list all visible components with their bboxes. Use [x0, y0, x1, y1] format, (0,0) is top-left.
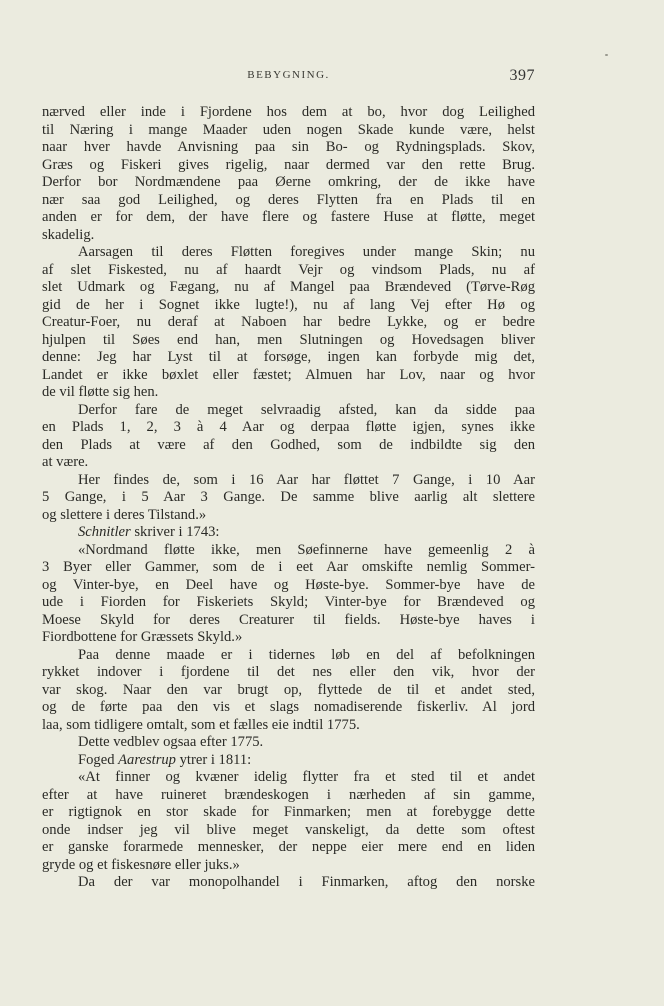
text-line: Fiordbottene for Græssets Skyld.»	[42, 629, 243, 645]
text-line: Derfor fare de meget selvraadig afsted, kan da sidde paa	[78, 401, 535, 418]
text-line: gid de her i Sognet ikke lugte!), nu af lang Vej efter Hø og	[42, 296, 535, 313]
text-line: til Næring i mange Maader uden nogen Skade kunde være, helst	[42, 121, 535, 138]
text-line: Derfor bor Nordmændene paa Øerne omkring, der de ikke have	[42, 174, 535, 190]
text-line: anden er for dem, der have flere og fastere Huse at fløtte, meget	[42, 209, 535, 225]
text-line: Da der var monopolhandel i Finmarken, aftog den norske	[78, 874, 535, 890]
text-line: Landet er ikke bøxlet eller fæstet; Almuen har Lov, naar og hvor	[42, 366, 535, 383]
text-line: var skog. Naar den var brugt op, flyttede de til et andet sted,	[42, 681, 535, 698]
text-line: at være.	[42, 454, 89, 470]
text-line: af slet Fiskested, nu af haardt Vejr og vindsom Plads, nu af	[42, 261, 535, 278]
text-line: naar hver havde Anvisning paa sin Bo- og Rydningsplads. Skov,	[42, 139, 535, 155]
author-name: Aarestrup	[118, 751, 176, 768]
text-line: laa, som tidligere omtalt, som et fælles eie indtil 1775.	[42, 716, 360, 733]
text-line: og de førte paa den vis et slags nomadiserende fiskerliv. Al jord	[42, 699, 535, 715]
text-line: hjulpen til Søes end han, men Slutningen og Hovedsagen bliver	[42, 331, 535, 348]
page-speck	[605, 54, 608, 56]
text-line: gryde og et fiskesnøre eller juks.»	[42, 856, 240, 873]
text-line: den Plads at være af den Godhed, som de indbildte sig den	[42, 436, 535, 453]
text-line: «Nordmand fløtte ikke, men Søefinnerne have gemeenlig 2 à	[78, 541, 535, 558]
text-line: Dette vedblev ogsaa efter 1775.	[78, 734, 264, 750]
text-line: denne: Jeg har Lyst til at forsøge, ingen kan forbyde mig det,	[42, 349, 535, 365]
text-line: og Vinter-bye, en Deel have og Høste-bye. Sommer-bye have de	[42, 576, 535, 593]
page-header	[42, 69, 535, 87]
text-line: efter at have ruineret brændeskogen i nærheden af sin gamme,	[42, 786, 535, 803]
text-line: Creatur-Foer, nu deraf at Naboen har bedre Lykke, og er bedre	[42, 314, 535, 330]
text-line: er ganske forarmede mennesker, der neppe eier mere end en liden	[42, 839, 535, 855]
text-line: nærved eller inde i Fjordene hos dem at bo, hvor dog Leilighed	[42, 104, 535, 120]
text-line: de vil fløtte sig hen.	[42, 384, 159, 400]
text-line: skadelig.	[42, 226, 95, 243]
running-head: BEBYGNING.	[247, 69, 330, 81]
text-line: nær saa god Leilighed, og deres Flytten fra en Plads til en	[42, 191, 535, 208]
text-line: «At finner og kvæner idelig flytter fra et sted til et andet	[78, 769, 535, 785]
text-line: Her findes de, som i 16 Aar har fløttet 7 Gange, i 10 Aar	[78, 471, 535, 488]
text-span: skriver i 1743:	[130, 524, 220, 540]
text-line: 3 Byer eller Gammer, som de i eet Aar omskifte nemlig Sommer-	[42, 559, 535, 575]
text-line: slet Udmark og Fægang, nu af Mangel paa Brændeved (Tørve-Røg	[42, 279, 535, 295]
text-line: Aarsagen til deres Fløtten foregives under mange Skin; nu	[78, 244, 535, 260]
text-line	[42, 752, 535, 770]
text-line: ude i Fiorden for Fiskeriets Skyld; Vinter-bye for Brændeved og	[42, 594, 535, 610]
text-line: en Plads 1, 2, 3 à 4 Aar og derpaa fløtte igjen, synes ikke	[42, 419, 535, 435]
text-line: er rigtignok en stor skade for Finmarken; men at forebygge dette	[42, 804, 535, 820]
text-line: Moese Skyld for deres Creaturer til fields. Høste-bye haves i	[42, 611, 535, 628]
text-line: rykket indover i fjordene til det nes eller den vik, hvor der	[42, 664, 535, 680]
text-span: ytrer i 1811:	[175, 751, 252, 768]
text-line: Paa denne maade er i tidernes løb en del af befolkningen	[78, 646, 535, 663]
text-line: onde indser jeg vil blive meget vanskeligt, da dette som oftest	[42, 821, 535, 838]
page-number: 397	[509, 67, 535, 84]
body-text	[42, 104, 535, 892]
text-span: Foged	[78, 751, 119, 768]
text-line: og slettere i deres Tilstand.»	[42, 506, 207, 523]
text-line: Græs og Fiskeri gives rigelig, naar dermed var den rette Brug.	[42, 156, 535, 173]
text-line	[42, 524, 535, 542]
text-line: 5 Gange, i 5 Aar 3 Gange. De samme blive aarlig alt slettere	[42, 489, 535, 505]
author-name: Schnitler	[78, 524, 131, 540]
